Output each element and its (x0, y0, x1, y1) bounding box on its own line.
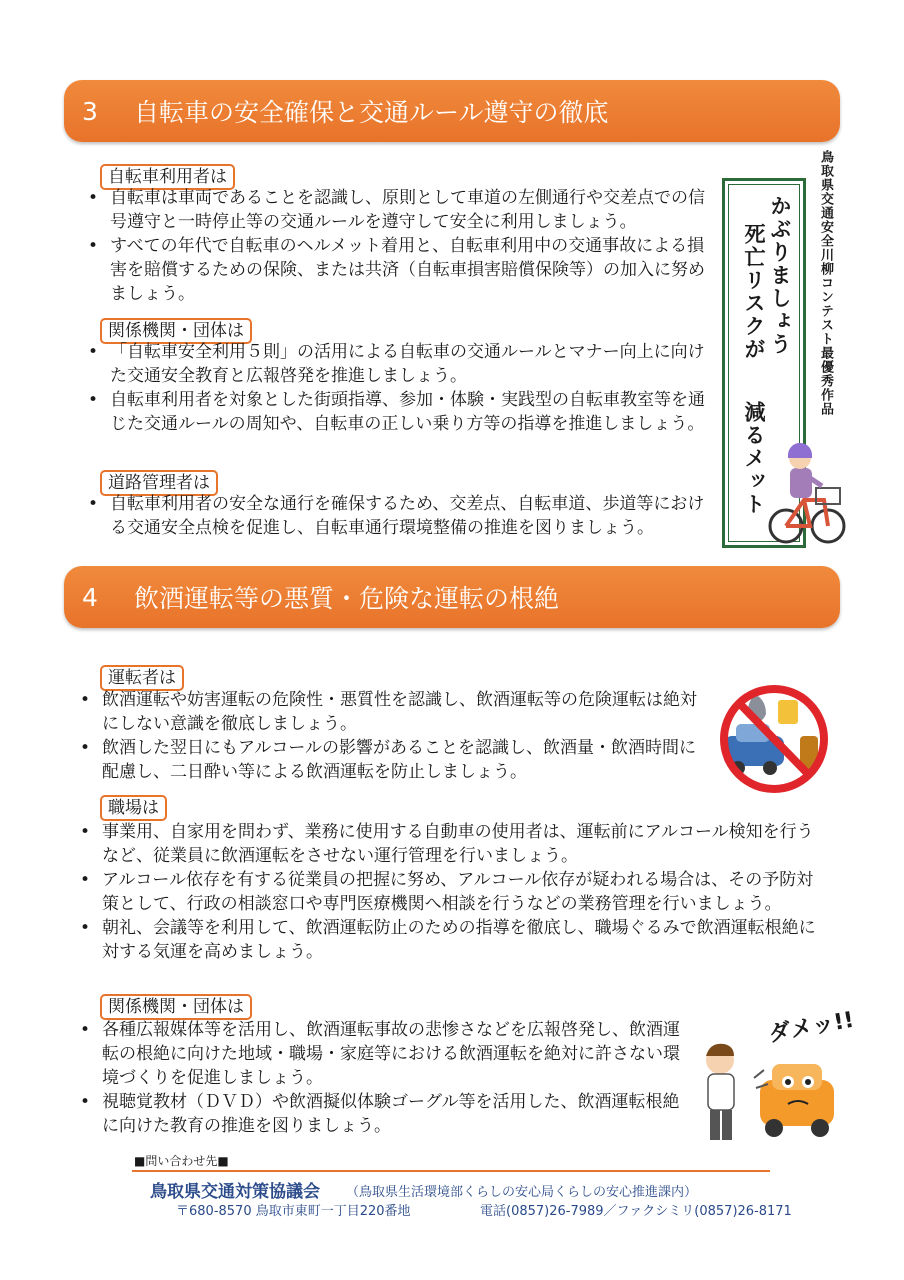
list-item: • 各種広報媒体等を活用し、飲酒運転事故の悲惨さなどを広報啓発し、飲酒運転の根絶に向けた地域・職場・家庭等における飲酒運転を絶対に許さない環境づくりを促進しましょう。 (80, 1018, 686, 1090)
organization-list (88, 340, 716, 436)
list-item: • 事業用、自家用を問わず、業務に使用する自動車の使用者は、運転前にアルコール検知を行うなど、従業員に飲酒運転をさせない運行管理を行いましょう。 (80, 820, 820, 868)
section-3-title: 自転車の安全確保と交通ルール遵守の徹底 (134, 98, 609, 127)
list-item: • すべての年代で自転車のヘルメット着用と、自転車利用中の交通事故による損害を賠償するための保険、または共済（自転車損害賠償保険等）の加入に努めましょう。 (88, 234, 716, 306)
list-item: • 朝礼、会議等を利用して、飲酒運転防止のための指導を徹底し、職場ぐるみで飲酒運転根絶に対する気運を高めましょう。 (80, 916, 820, 964)
list-item: • 飲酒運転や妨害運転の危険性・悪質性を認識し、飲酒運転等の危険運転は絶対にしない意識を徹底しましょう。 (80, 688, 700, 736)
address: 〒680-8570 鳥取市東町一丁目220番地 (176, 1204, 411, 1219)
road-manager-list (88, 492, 716, 540)
list-item: • 自転車利用者を対象とした街頭指導、参加・体験・実践型の自転車教室等を通じた交通ルールの周知や、自転車の正しい乗り方等の指導を推進しましょう。 (88, 388, 716, 436)
cyclist-list (88, 186, 716, 306)
group-label-drivers: 運転者は (100, 665, 184, 691)
contact-label: ■問い合わせ先■ (134, 1154, 229, 1168)
section-4-banner (64, 566, 840, 628)
group-label-cyclists: 自転車利用者は (100, 164, 235, 190)
section-4-number: 4 (82, 582, 98, 612)
group-label-road-managers: 道路管理者は (100, 470, 218, 496)
list-item: • 自転車は車両であることを認識し、原則として車道の左側通行や交差点での信号遵守と一時停止等の交通ルールを遵守して安全に利用しましょう。 (88, 186, 716, 234)
list-item: • 「自転車安全利用５則」の活用による自転車の交通ルールとマナー向上に向けた交通安全教育と広報啓発を推進しましょう。 (88, 340, 716, 388)
list-item: • 飲酒した翌日にもアルコールの影響があることを認識し、飲酒量・飲酒時間に配慮し、二日酔い等による飲酒運転を防止しましょう。 (80, 736, 700, 784)
cyclist-illustration (766, 430, 846, 548)
workplace-list (80, 820, 820, 964)
drunk-man-car-illustration (690, 1030, 840, 1148)
footer-divider (132, 1170, 770, 1172)
senryu-line-1: かぶりましょう (768, 195, 793, 356)
group-label-organizations: 関係機関・団体は (100, 318, 252, 344)
section-3-banner (64, 80, 840, 142)
organization-name: 鳥取県交通対策協議会 (150, 1182, 320, 1202)
phone-fax: 電話(0857)26-7989／ファクシミリ(0857)26-8171 (480, 1204, 792, 1219)
group-label-organizations-2: 関係機関・団体は (100, 994, 252, 1020)
list-item: • 自転車利用者の安全な通行を確保するため、交差点、自転車道、歩道等における交通安全点検を促進し、自転車通行環境整備の推進を図りましょう。 (88, 492, 716, 540)
organization-list-2 (80, 1018, 686, 1138)
driver-list (80, 688, 700, 784)
group-label-workplaces: 職場は (100, 795, 167, 821)
organization-department: （鳥取県生活環境部くらしの安心局くらしの安心推進課内） (346, 1185, 698, 1200)
no-drink-driving-icon (714, 684, 834, 794)
senryu-line-2b: 減るメット (742, 401, 767, 516)
senryu-line-2a: 死亡リスクが (742, 223, 767, 361)
senryu-caption: 鳥取県交通安全川柳コンテスト最優秀作品 (818, 150, 833, 416)
dame-exclamation: ダメッ!! (766, 1007, 856, 1048)
list-item: • 視聴覚教材（ＤＶＤ）や飲酒擬似体験ゴーグル等を活用した、飲酒運転根絶に向けた教育の推進を図りましょう。 (80, 1090, 686, 1138)
section-3-number: 3 (82, 96, 98, 126)
list-item: • アルコール依存を有する従業員の把握に努め、アルコール依存が疑われる場合は、その予防対策として、行政の相談窓口や専門医療機関へ相談を行うなどの業務管理を行いましょう。 (80, 868, 820, 916)
section-4-title: 飲酒運転等の悪質・危険な運転の根絶 (134, 584, 560, 613)
